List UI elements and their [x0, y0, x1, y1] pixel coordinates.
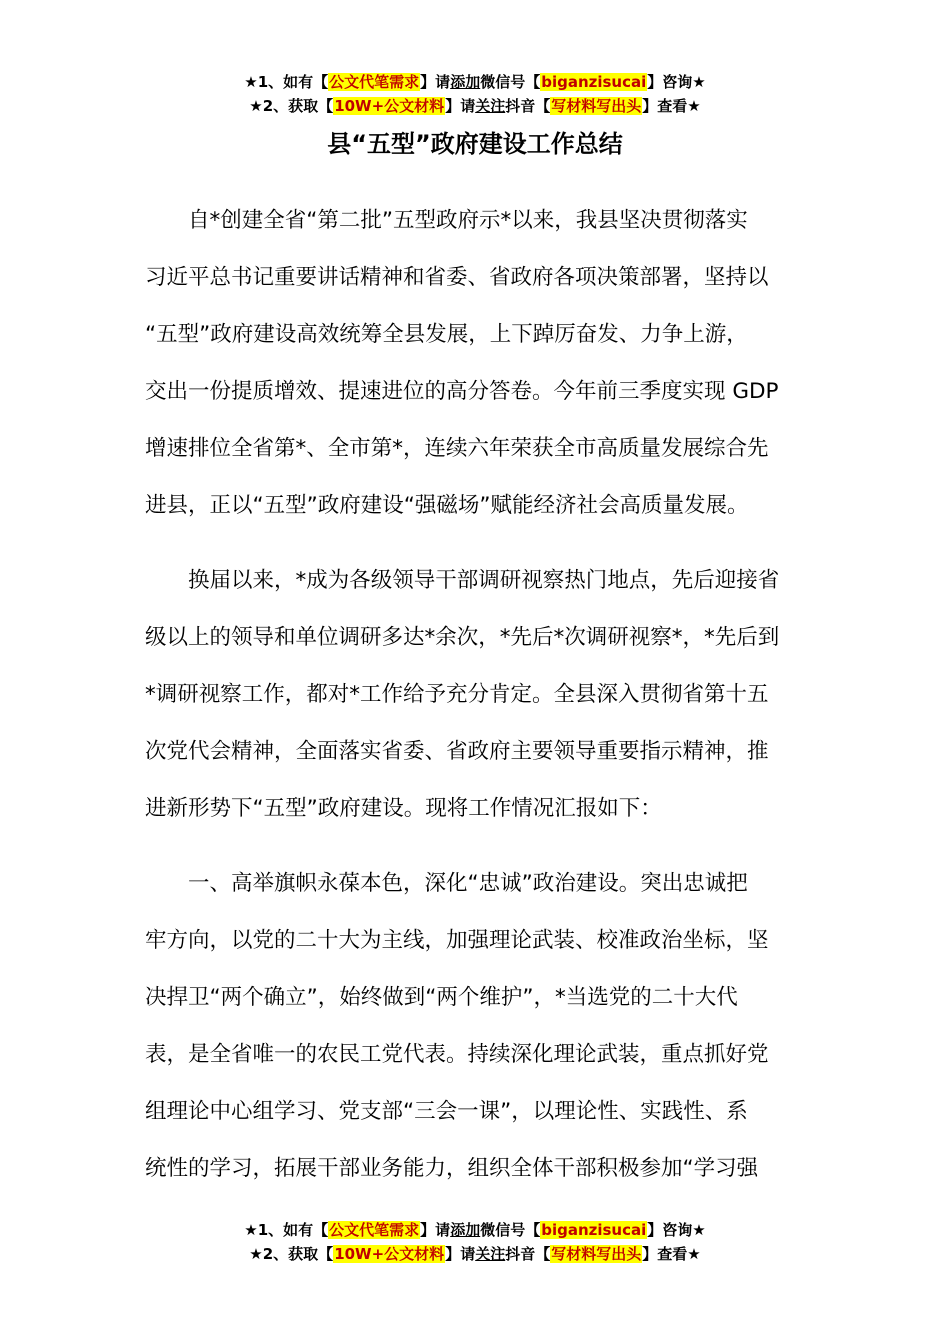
- banner-text: 】请: [445, 97, 476, 115]
- banner-text: 】咨询★: [647, 73, 706, 91]
- footer-banner: [0, 1218, 950, 1266]
- text-line: “五型”政府建设高效统筹全县发展，上下踔厉奋发、力争上游，: [145, 322, 748, 347]
- text-line: 组理论中心组学习、党支部“三会一课”，以理论性、实践性、系: [145, 1099, 748, 1124]
- banner-text: 抖音【: [505, 97, 551, 115]
- banner-text: ★1、如有【: [244, 73, 329, 91]
- banner-highlight: biganzisucai: [541, 1221, 647, 1239]
- banner-text: 】查看★: [642, 97, 701, 115]
- banner-underline: 关注: [475, 97, 506, 115]
- banner-highlight: 写材料写出头: [551, 97, 642, 115]
- text-line: 增速排位全省第*、全市第*，连续六年荣获全市高质量发展综合先: [145, 436, 769, 461]
- paragraph-2: [145, 552, 810, 837]
- banner-text: ★2、获取【: [249, 1245, 334, 1263]
- text-line: 一、高举旗帜永葆本色，深化“忠诚”政治建设。突出忠诚把: [188, 871, 748, 896]
- text-line: 进县，正以“五型”政府建设“强磁场”赋能经济社会高质量发展。: [145, 493, 749, 518]
- paragraph-1: [145, 192, 810, 534]
- text-line: 统性的学习，拓展干部业务能力，组织全体干部积极参加“学习强: [145, 1156, 759, 1181]
- banner-text: 微信号【: [480, 73, 541, 91]
- document-title: 县“五型”政府建设工作总结: [327, 130, 623, 158]
- text-line: 换届以来，*成为各级领导干部调研视察热门地点，先后迎接省: [188, 568, 780, 593]
- banner-text: 】请: [420, 73, 451, 91]
- banner-highlight: 10W+公文材料: [334, 97, 445, 115]
- text-line: 级以上的领导和单位调研多达*余次，*先后*次调研视察*，*先后到: [145, 625, 780, 650]
- banner-underline: 添加: [450, 1221, 481, 1239]
- banner-underline: 添加: [450, 73, 481, 91]
- document-body: [145, 192, 810, 1215]
- text-line: 自*创建全省“第二批”五型政府示*以来，我县坚决贯彻落实: [188, 208, 748, 233]
- banner-text: 】查看★: [642, 1245, 701, 1263]
- banner-text: ★1、如有【: [244, 1221, 329, 1239]
- text-line: 进新形势下“五型”政府建设。现将工作情况汇报如下：: [145, 796, 662, 821]
- text-line: 交出一份提质增效、提速进位的高分答卷。今年前三季度实现 GDP: [145, 379, 779, 404]
- text-line: *调研视察工作，都对*工作给予充分肯定。全县深入贯彻省第十五: [145, 682, 769, 707]
- banner-highlight: 10W+公文材料: [334, 1245, 445, 1263]
- banner-text: 微信号【: [480, 1221, 541, 1239]
- banner-line-1: [0, 1218, 950, 1242]
- banner-highlight: 公文代笔需求: [329, 1221, 420, 1239]
- banner-line-2: [0, 1242, 950, 1266]
- banner-highlight: 写材料写出头: [551, 1245, 642, 1263]
- banner-line-2: [0, 94, 950, 118]
- banner-text: 】咨询★: [647, 1221, 706, 1239]
- text-line: 习近平总书记重要讲话精神和省委、省政府各项决策部署，坚持以: [145, 265, 769, 290]
- banner-highlight: biganzisucai: [541, 73, 647, 91]
- banner-text: 】请: [445, 1245, 476, 1263]
- header-banner: [0, 70, 950, 118]
- text-line: 次党代会精神，全面落实省委、省政府主要领导重要指示精神，推: [145, 739, 769, 764]
- banner-highlight: 公文代笔需求: [329, 73, 420, 91]
- text-line: 牢方向，以党的二十大为主线，加强理论武装、校准政治坐标，坚: [145, 928, 769, 953]
- banner-text: ★2、获取【: [249, 97, 334, 115]
- banner-underline: 关注: [475, 1245, 506, 1263]
- banner-text: 】请: [420, 1221, 451, 1239]
- banner-line-1: [0, 70, 950, 94]
- text-line: 表，是全省唯一的农民工党代表。持续深化理论武装，重点抓好党: [145, 1042, 769, 1067]
- banner-text: 抖音【: [505, 1245, 551, 1263]
- paragraph-3: [145, 855, 810, 1197]
- text-line: 决捍卫“两个确立”，始终做到“两个维护”，*当选党的二十大代: [145, 985, 738, 1010]
